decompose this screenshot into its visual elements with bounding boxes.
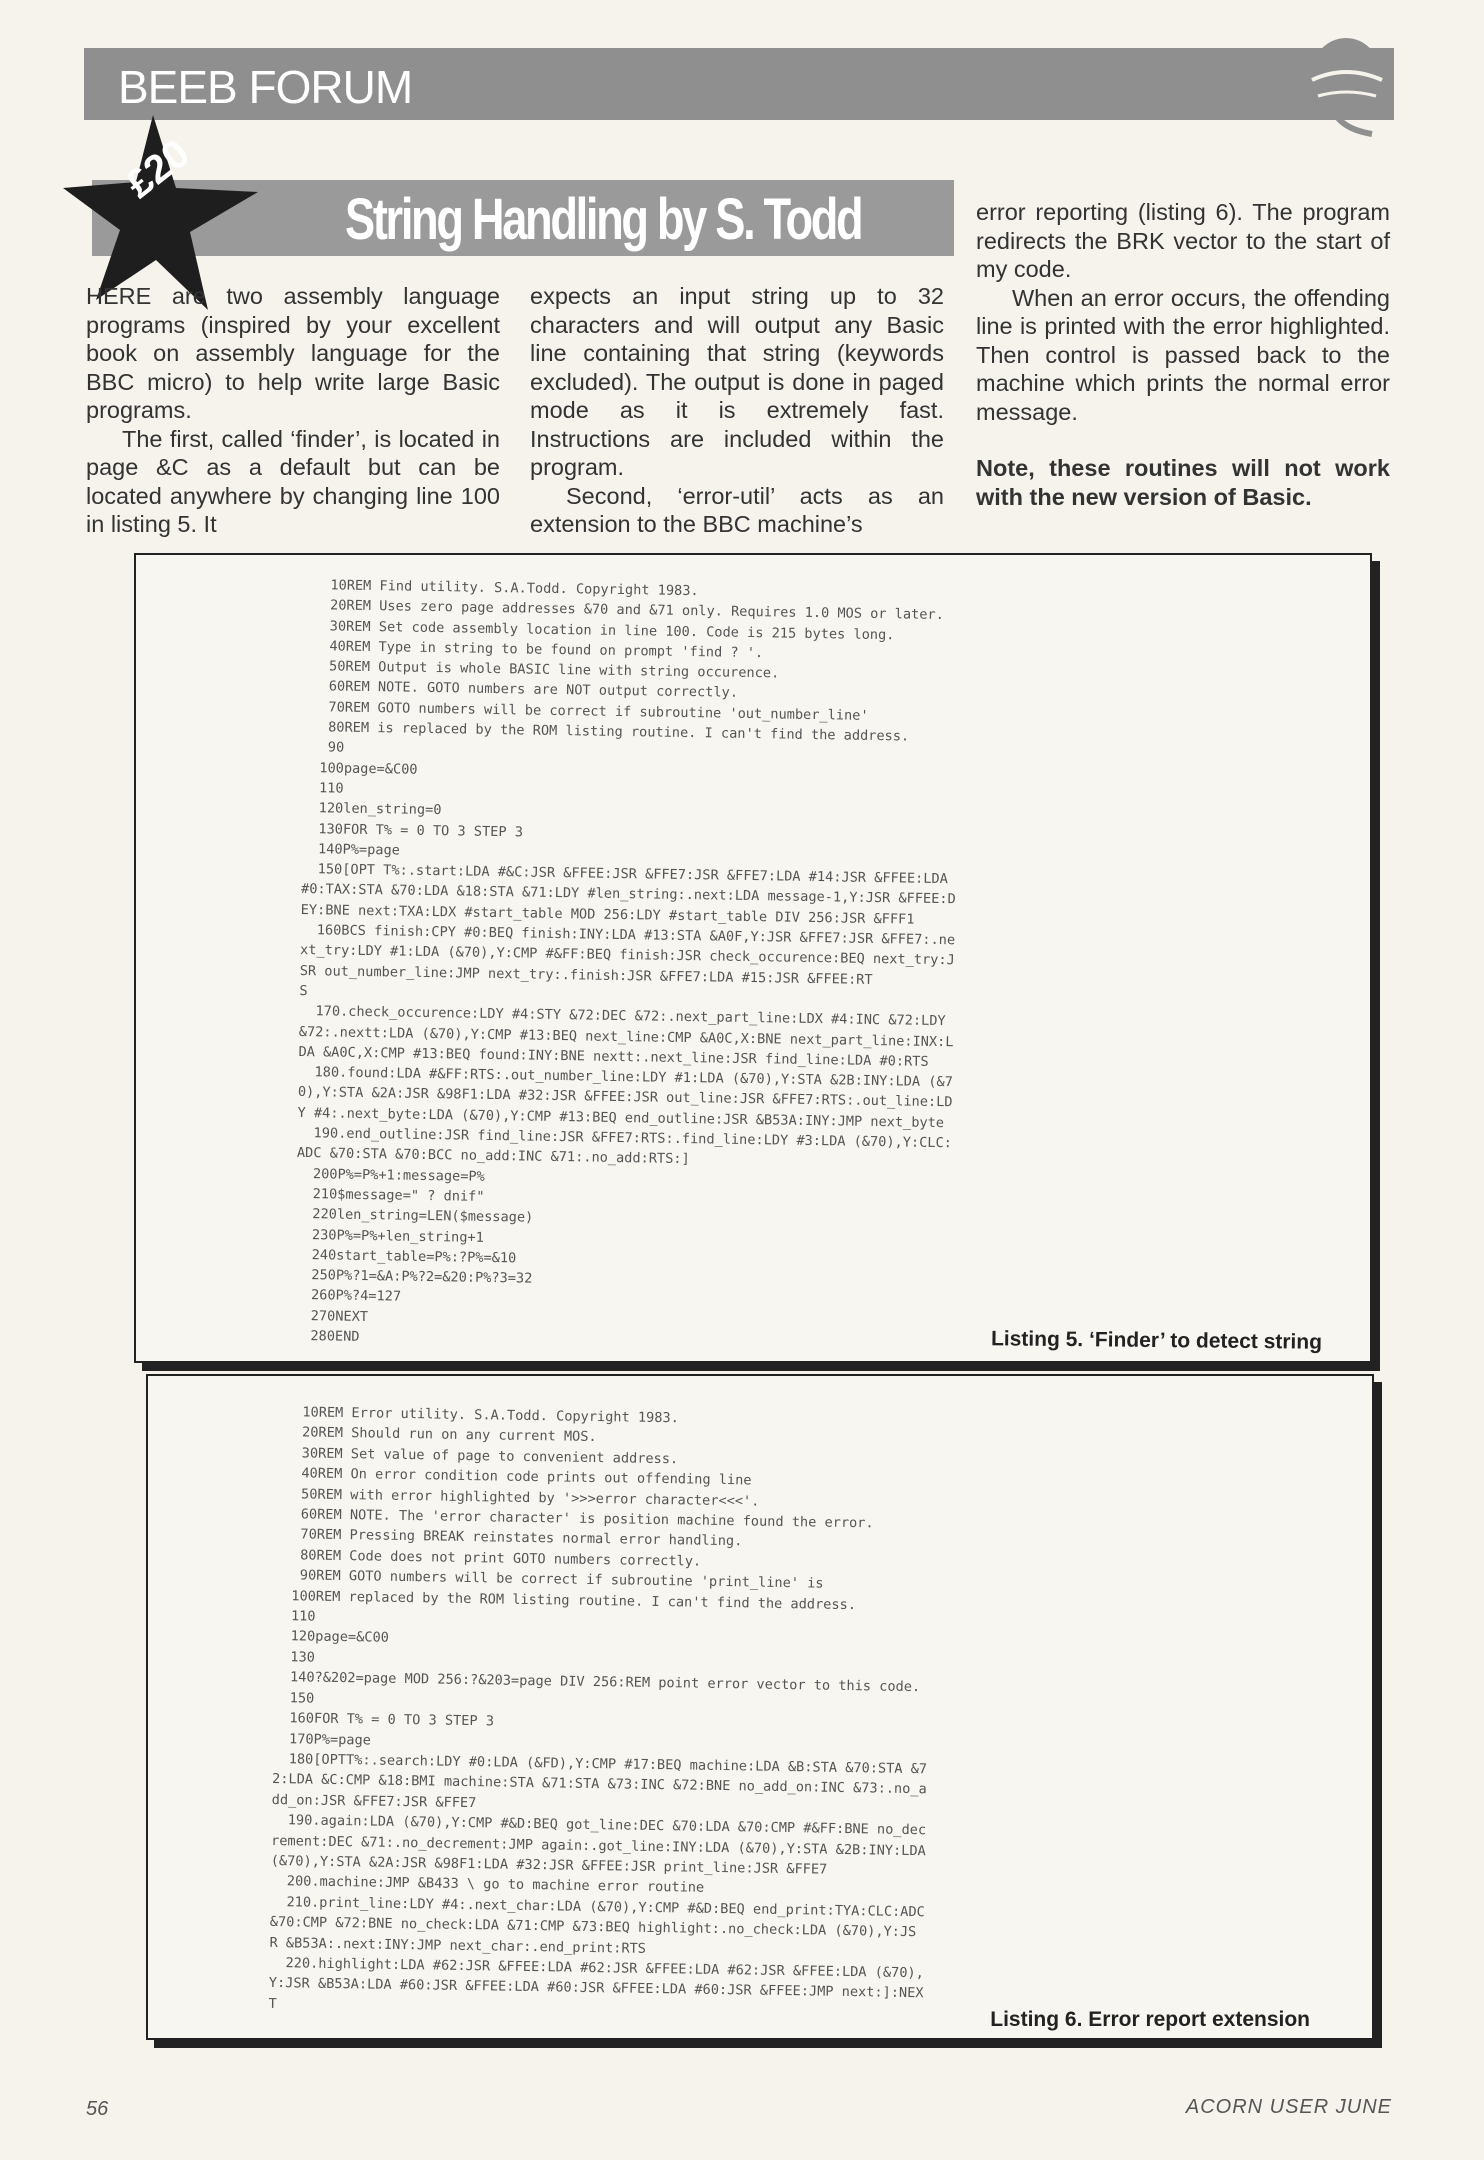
compatibility-note: Note, these routines will not work with the new version of Basic. [976, 455, 1390, 510]
listing-6-caption: Listing 6. Error report extension [990, 2008, 1310, 2031]
paragraph: The first, called ‘finder’, is located in page &C as a default but can be located anywhere by changing line 100 in listing 5. It [86, 425, 500, 537]
paragraph: HERE are two assembly language programs (inspired by your excellent book on assembly language for the BBC micro) to help write large Basic programs. [86, 283, 500, 423]
article-column-1 [86, 282, 500, 539]
article-column-2 [530, 282, 944, 539]
paragraph: expects an input string up to 32 characters and will output any Basic line containing that string (keywords excluded). The output is done in paged mode as it is extremely fast. Instructions are included within the program. [530, 283, 944, 480]
article-title: String Handling by S. Todd [345, 187, 862, 252]
publication-footer: ACORN USER JUNE [1185, 2096, 1392, 2118]
page-number: 56 [86, 2098, 109, 2120]
prize-label: £20 [118, 130, 198, 207]
listing-5-box [134, 553, 1372, 1363]
section-title: BEEB FORUM [118, 61, 413, 113]
listing-6-box [146, 1374, 1374, 2040]
paragraph: Second, ‘error-util’ acts as an extension to the BBC machine’s [530, 482, 944, 537]
acorn-logo-icon [1302, 30, 1392, 142]
listing-6-code: 10REM Error utility. S.A.Todd. Copyright 1983. 20REM Should run on any current MOS. 30REM Set value of page to convenient address. 40REM On error condition code prints out offending line 50REM with error highlighted by '>>>error character<<<'. 60REM NOTE. The 'error character' is position machine found the error. 70REM Pressing BREAK reinstates normal error handling. 80REM Code does not print GOTO numbers correctly. 90REM GOTO numbers will be correct if subroutine 'print_line' is 100REM replaced by the ROM listing routine. I can't find the address. 110 120page=&C00 130 140?&202=page MOD 256:?&203=page DIV 256:REM point error vector to this code. 150 160FOR T% = 0 TO 3 STEP 3 170P%=page 180[OPTT%:.search:LDY #0:LDA (&FD),Y:CMP #17:BEQ machine:LDA &B:STA &70:STA &7 2:LDA &C:CMP &18:BMI machine:STA &71:STA &73:INC &72:BNE no_add_on:INC &73:.no_a dd_on:JSR &FFE7:JSR &FFE7 190.again:LDA (&70),Y:CMP #&D:BEQ got_line:DEC &70:LDA &70:CMP #&FF:BNE no_dec rement:DEC &71:.no_decrement:JMP again:.got_line:INY:LDA (&70),Y:STA &2B:INY:LDA (&70),Y:STA &2A:JSR &98F1:LDA #32:JSR &FFEE:JSR print_line:JSR &FFE7 200.machine:JMP &B433 \ go to machine error routine 210.print_line:LDY #4:.next_char:LDA (&70),Y:CMP #&D:BEQ end_print:TYA:CLC:ADC &70:CMP &72:BNE no_check:LDA &71:CMP &73:BEQ highlight:.no_check:LDA (&70),Y:JS R &B53A:.next:INY:JMP next_char:.end_print:RTS 220.highlight:LDA #62:JSR &FFEE:LDA #62:JSR &FFEE:LDA #62:JSR &FFEE:LDA (&70), Y:JSR &B53A:LDA #60:JSR &FFEE:LDA #60:JSR &FFEE:LDA #60:JSR &FFEE:JMP next:]:NEX T [268, 1403, 928, 2012]
listing-5-caption: Listing 5. ‘Finder’ to detect string [990, 1327, 1323, 1354]
paragraph: When an error occurs, the offending line is printed with the error highlighted. Then control is passed back to the machine which prints the normal error message. [976, 284, 1390, 425]
article-column-3 [976, 198, 1390, 511]
listing-5-code: 10REM Find utility. S.A.Todd. Copyright 1983. 20REM Uses zero page addresses &70 and &71 only. Requires 1.0 MOS or later. 30REM Set code assembly location in line 100. Code is 215 bytes long. 40REM Type in string to be found on prompt 'find ? '. 50REM Output is whole BASIC line with string occurence. 60REM NOTE. GOTO numbers are NOT output correctly. 70REM GOTO numbers will be correct if subroutine 'out_number_line' 80REM is replaced by the ROM listing routine. I can't find the address. 90 100page=&C00 110 120len_string=0 130FOR T% = 0 TO 3 STEP 3 140P%=page 150[OPT T%:.start:LDA #&C:JSR &FFEE:JSR &FFE7:JSR &FFE7:LDA #14:JSR &FFEE:LDA #0:TAX:STA &70:LDA &18:STA &71:LDY #len_string:.next:LDA message-1,Y:JSR &FFEE:D EY:BNE next:TXA:LDX #start_table MOD 256:LDY #start_table DIV 256:JSR &FFF1 160BCS finish:CPY #0:BEQ finish:INY:LDA #13:STA &A0F,Y:JSR &FFE7:JSR &FFE7:.ne xt_try:LDY #1:LDA (&70),Y:CMP #&FF:BEQ finish:JSR check_occurence:BEQ next_try:J SR out_number_line:JMP next_try:.finish:JSR &FFE7:LDA #15:JSR &FFEE:RT S 170.check_occurence:LDY #4:STY &72:DEC &72:.next_part_line:LDX #4:INC &72:LDY &72:.nextt:LDA (&70),Y:CMP #13:BEQ next_line:CMP &A0C,X:BNE next_part_line:INX:L DA &A0C,X:CMP #13:BEQ found:INY:BNE nextt:.next_line:JSR find_line:LDA #0:RTS 180.found:LDA #&FF:RTS:.out_number_line:LDY #1:LDA (&70),Y:STA &2B:INY:LDA (&7 0),Y:STA &2A:JSR &98F1:LDA #32:JSR &FFEE:JSR out_line:JSR &FFE7:RTS:.out_line:LD Y #4:.next_byte:LDA (&70),Y:CMP #13:BEQ end_outline:JSR &B53A:INY:JMP next_byte 190.end_outline:JSR find_line:JSR &FFE7:RTS:.find_line:LDY #3:LDA (&70),Y:CLC: ADC &70:STA &70:BCC no_add:INC &71:.no_add:RTS:] 200P%=P%+1:message=P% 210$message=" ? dnif" 220len_string=LEN($message) 230P%=P%+len_string+1 240start_table=P%:?P%=&10 250P%?1=&A:P%?2=&20:P%?3=32 260P%?4=127 270NEXT 280END [293, 576, 956, 1345]
paragraph: error reporting (listing 6). The program redirects the BRK vector to the start of my code. [976, 199, 1390, 282]
